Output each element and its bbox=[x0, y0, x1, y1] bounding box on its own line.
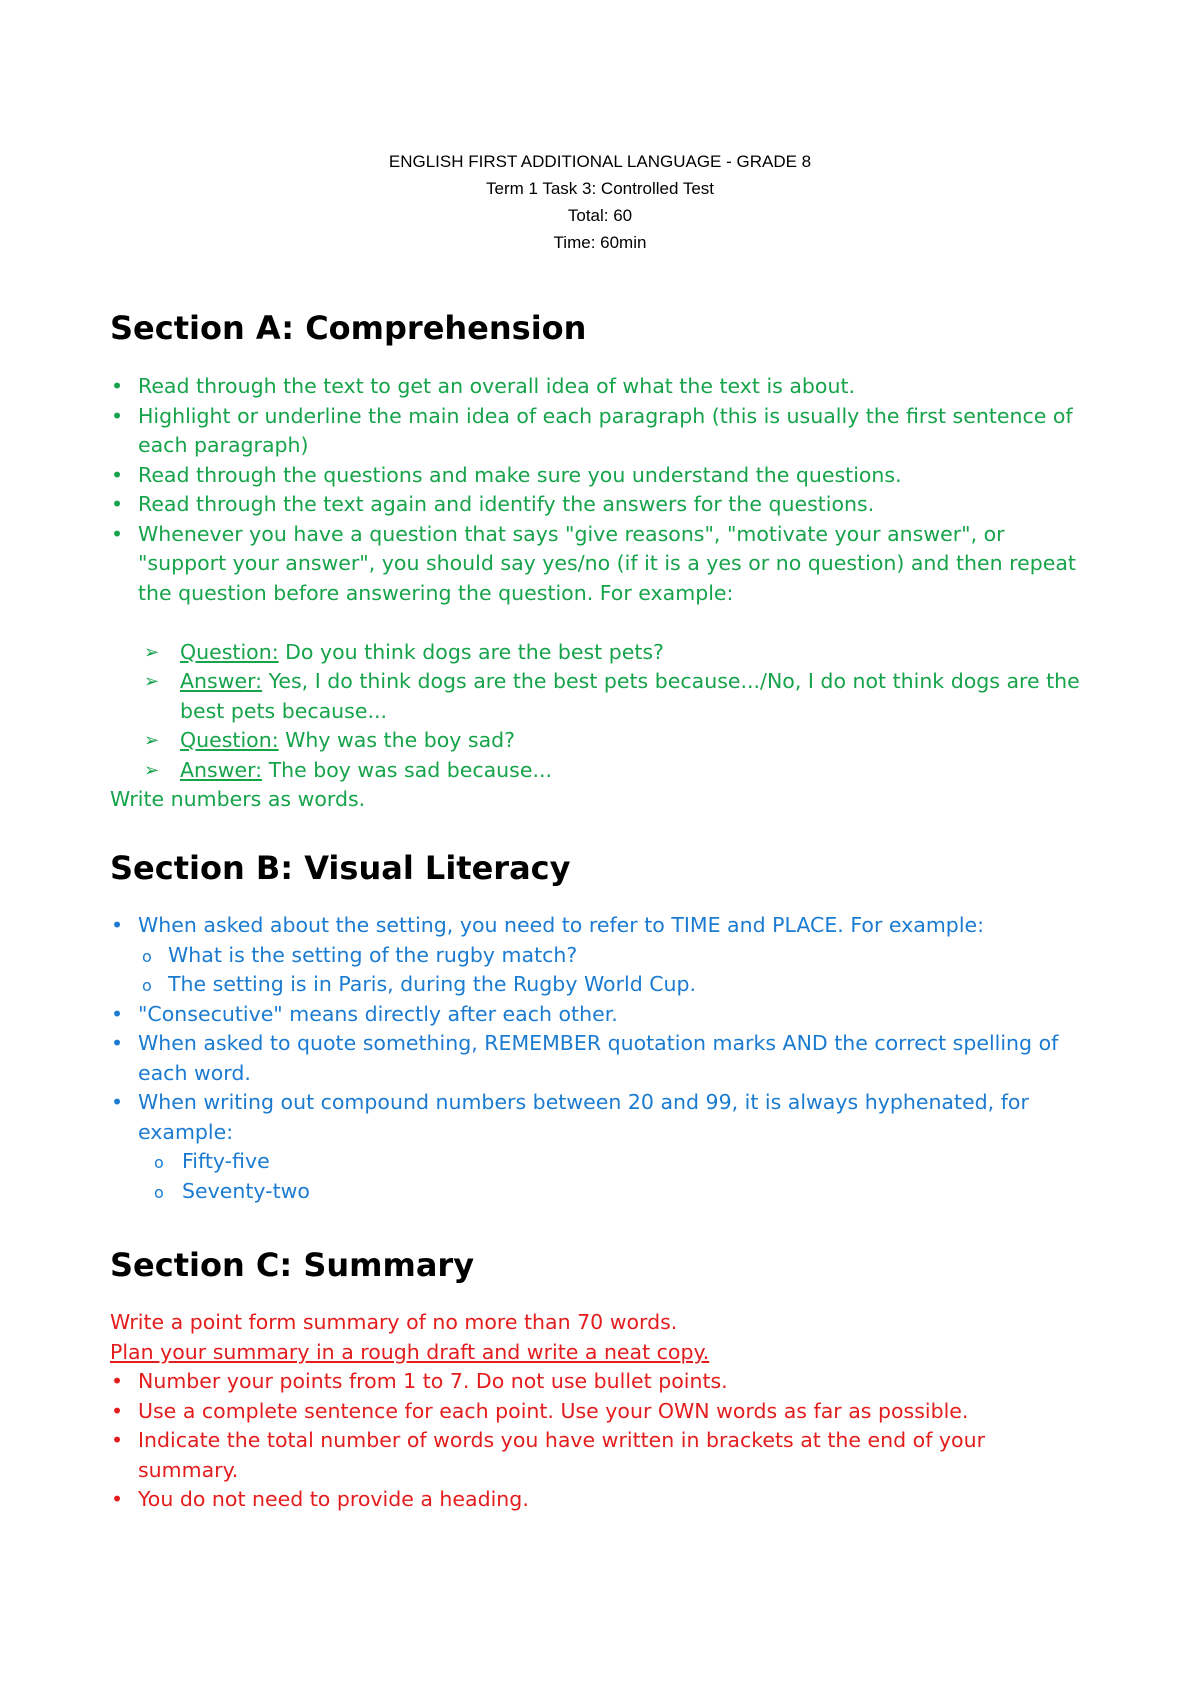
list-item: • Whenever you have a question that says "give reasons", "motivate your answer", or "support your answer", you should say yes/no (if it is a yes or no question) and then repeat the question before answering the question. For example: bbox=[111, 521, 1076, 605]
bullet-icon: • bbox=[111, 913, 124, 937]
arrowhead-icon: ➢ bbox=[144, 671, 160, 692]
list-item: • Read through the text again and identify the answers for the questions. bbox=[110, 490, 1090, 520]
section-a-body bbox=[110, 372, 1090, 815]
list-item: • When asked about the setting, you need to refer to TIME and PLACE. For example: o What is the setting of the rugby match? o The setting is in Paris, during the Rugby World Cup. bbox=[110, 911, 1090, 1000]
list-item: • "Consecutive" means directly after each other. bbox=[110, 1000, 1090, 1030]
list-item: • Highlight or underline the main idea of each paragraph (this is usually the first sentence of each paragraph) bbox=[111, 403, 1073, 457]
section-a-note: Write numbers as words. bbox=[110, 787, 366, 811]
list-item: • Indicate the total number of words you have written in brackets at the end of your summary. bbox=[111, 1428, 986, 1482]
circle-bullet-icon: o bbox=[142, 946, 152, 966]
time-limit: Time: 60min bbox=[553, 233, 647, 252]
circle-bullet-icon: o bbox=[154, 1182, 164, 1202]
bullet-icon: • bbox=[111, 1398, 124, 1423]
example-item: ➢ Answer: The boy was sad because... bbox=[144, 756, 1090, 786]
summary-plan-instruction: Plan your summary in a rough draft and write a neat copy. bbox=[110, 1339, 710, 1364]
arrowhead-icon: ➢ bbox=[144, 730, 160, 751]
sub-list-item: o Fifty-five bbox=[110, 1147, 1090, 1177]
example-item: ➢ Answer: Yes, I do think dogs are the best pets because.../No, I do not think dogs are the best pets because... bbox=[144, 669, 1080, 723]
summary-instruction: Write a point form summary of no more than 70 words. bbox=[110, 1310, 678, 1334]
bullet-icon: • bbox=[111, 492, 124, 516]
section-b-body bbox=[110, 911, 1090, 1206]
sub-list bbox=[138, 941, 1090, 1000]
example-item: ➢ Question: Do you think dogs are the best pets? bbox=[144, 638, 1090, 668]
list-item: • Use a complete sentence for each point. Use your OWN words as far as possible. bbox=[110, 1397, 1090, 1427]
list-item: • When writing out compound numbers between 20 and 99, it is always hyphenated, for example: o Fifty-five o Seventy-two bbox=[110, 1088, 1090, 1206]
bullet-icon: • bbox=[111, 403, 124, 428]
list-item: • Number your points from 1 to 7. Do not use bullet points. bbox=[110, 1367, 1090, 1397]
total-marks: Total: 60 bbox=[567, 206, 633, 225]
sub-list-item: o Seventy-two bbox=[110, 1177, 1090, 1207]
section-c-heading: Section C: Summary bbox=[110, 1246, 475, 1284]
section-b-heading: Section B: Visual Literacy bbox=[110, 849, 571, 887]
bullet-icon: • bbox=[111, 1001, 124, 1026]
bullet-icon: • bbox=[111, 462, 124, 487]
subject-title: ENGLISH FIRST ADDITIONAL LANGUAGE - GRADE 8 bbox=[388, 152, 812, 171]
arrowhead-icon: ➢ bbox=[144, 759, 160, 781]
bullet-icon: • bbox=[111, 374, 124, 398]
bullet-icon: • bbox=[111, 1031, 124, 1055]
sub-list bbox=[138, 1147, 1090, 1206]
example-list bbox=[144, 638, 1090, 786]
section-c-bullets bbox=[110, 1367, 1090, 1515]
list-item: • Read through the text to get an overall idea of what the text is about. bbox=[110, 372, 1090, 402]
section-c-body bbox=[110, 1308, 1090, 1515]
bullet-icon: • bbox=[111, 1487, 124, 1511]
bullet-icon: • bbox=[111, 1090, 124, 1114]
section-b-bullets bbox=[110, 911, 1090, 1206]
example-item: ➢ Question: Why was the boy sad? bbox=[144, 726, 1090, 756]
task-title: Term 1 Task 3: Controlled Test bbox=[485, 179, 715, 198]
sub-list-item: o What is the setting of the rugby match? bbox=[110, 941, 1090, 971]
document-header bbox=[0, 148, 1200, 256]
circle-bullet-icon: o bbox=[154, 1153, 164, 1172]
list-item: • When asked to quote something, REMEMBER quotation marks AND the correct spelling of each word. bbox=[111, 1031, 1059, 1085]
list-item: • You do not need to provide a heading. bbox=[110, 1485, 1090, 1515]
bullet-icon: • bbox=[111, 1428, 124, 1452]
arrowhead-icon: ➢ bbox=[144, 641, 160, 663]
circle-bullet-icon: o bbox=[142, 976, 152, 995]
bullet-icon: • bbox=[111, 1369, 124, 1393]
bullet-icon: • bbox=[111, 521, 124, 546]
sub-list-item: o The setting is in Paris, during the Rugby World Cup. bbox=[110, 970, 1090, 1000]
section-a-bullets bbox=[110, 372, 1090, 608]
section-a-heading: Section A: Comprehension bbox=[110, 309, 587, 347]
list-item: • Read through the questions and make sure you understand the questions. bbox=[110, 461, 1090, 491]
